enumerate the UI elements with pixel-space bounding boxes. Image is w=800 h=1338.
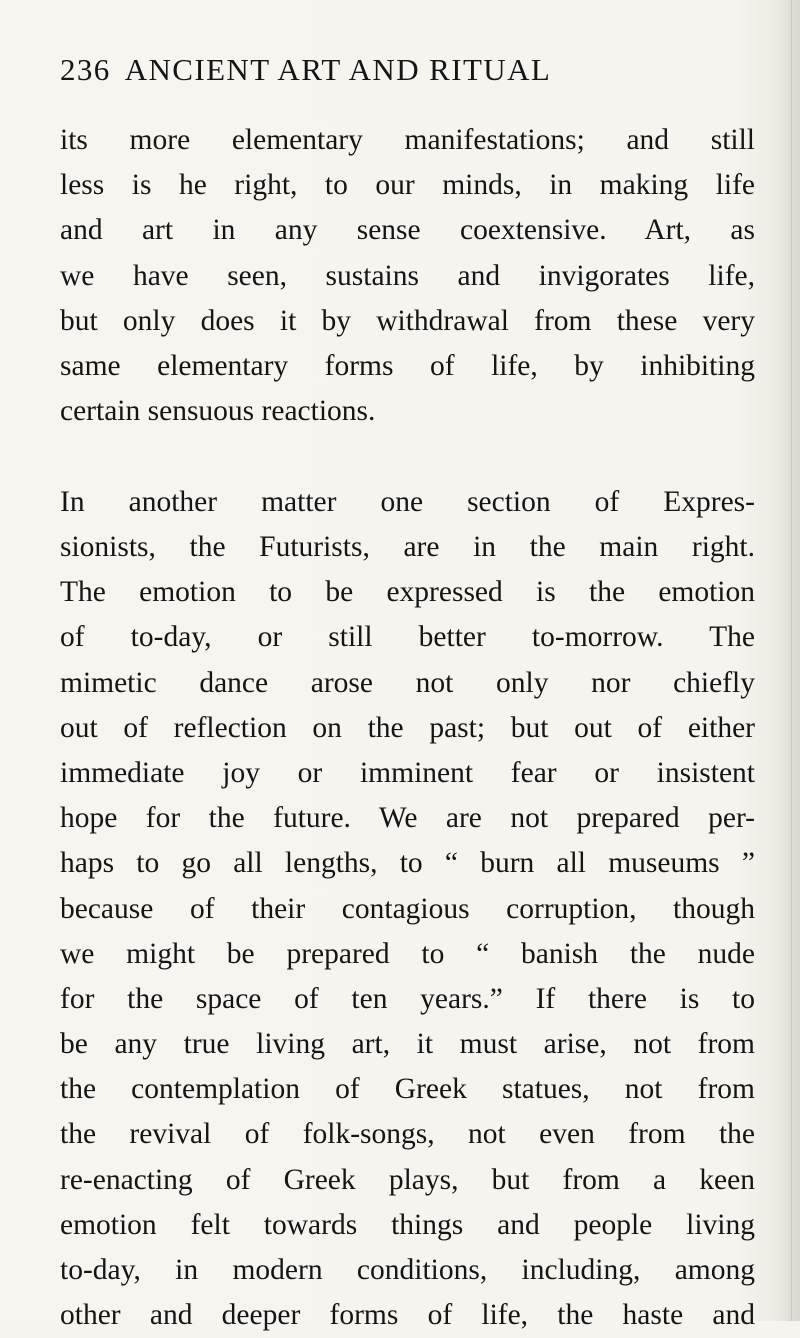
text-line: we have seen, sustains and invigorates life, xyxy=(60,259,755,292)
text-line: be any true living art, it must arise, not from xyxy=(60,1028,755,1061)
text-line: we might be prepared to “ banish the nude xyxy=(60,937,755,970)
page-edge-shadow xyxy=(791,0,792,1321)
paragraph-2 xyxy=(60,480,755,1338)
paragraph-gap xyxy=(60,434,755,480)
text-line: and art in any sense coextensive. Art, as xyxy=(60,214,755,247)
text-line: for the space of ten years.” If there is to xyxy=(60,982,755,1015)
text-line: sionists, the Futurists, are in the main right. xyxy=(60,531,755,563)
text-line: certain sensuous reactions. xyxy=(60,395,376,428)
text-line: immediate joy or imminent fear or insistent xyxy=(60,756,755,789)
text-line: to-day, in modern conditions, including, among xyxy=(60,1254,755,1286)
running-header xyxy=(60,52,551,88)
body-text xyxy=(60,118,755,1338)
paragraph-1 xyxy=(60,118,755,434)
text-line: but only does it by withdrawal from these very xyxy=(60,304,755,337)
text-line: re-enacting of Greek plays, but from a keen xyxy=(60,1163,755,1196)
page-number: 236 xyxy=(60,52,111,87)
text-line: In another matter one section of Expres- xyxy=(60,485,755,518)
text-line: out of reflection on the past; but out of either xyxy=(60,711,755,744)
text-line: hope for the future. We are not prepared per- xyxy=(60,802,755,835)
text-line: other and deeper forms of life, the haste and xyxy=(60,1299,755,1332)
text-line: of to-day, or still better to-morrow. The xyxy=(60,621,755,654)
text-line: the revival of folk-songs, not even from the xyxy=(60,1118,755,1151)
text-line: the contemplation of Greek statues, not from xyxy=(60,1073,755,1106)
text-line: because of their contagious corruption, though xyxy=(60,892,755,925)
text-line: less is he right, to our minds, in making life xyxy=(60,169,755,202)
text-line: its more elementary manifestations; and still xyxy=(60,124,755,156)
text-line: haps to go all lengths, to “ burn all museums ” xyxy=(60,847,755,880)
text-line: mimetic dance arose not only nor chiefly xyxy=(60,666,755,699)
text-line: The emotion to be expressed is the emotion xyxy=(60,576,755,609)
text-line: emotion felt towards things and people living xyxy=(60,1208,755,1241)
running-title: ANCIENT ART AND RITUAL xyxy=(124,52,552,87)
text-line: same elementary forms of life, by inhibiting xyxy=(60,349,755,382)
